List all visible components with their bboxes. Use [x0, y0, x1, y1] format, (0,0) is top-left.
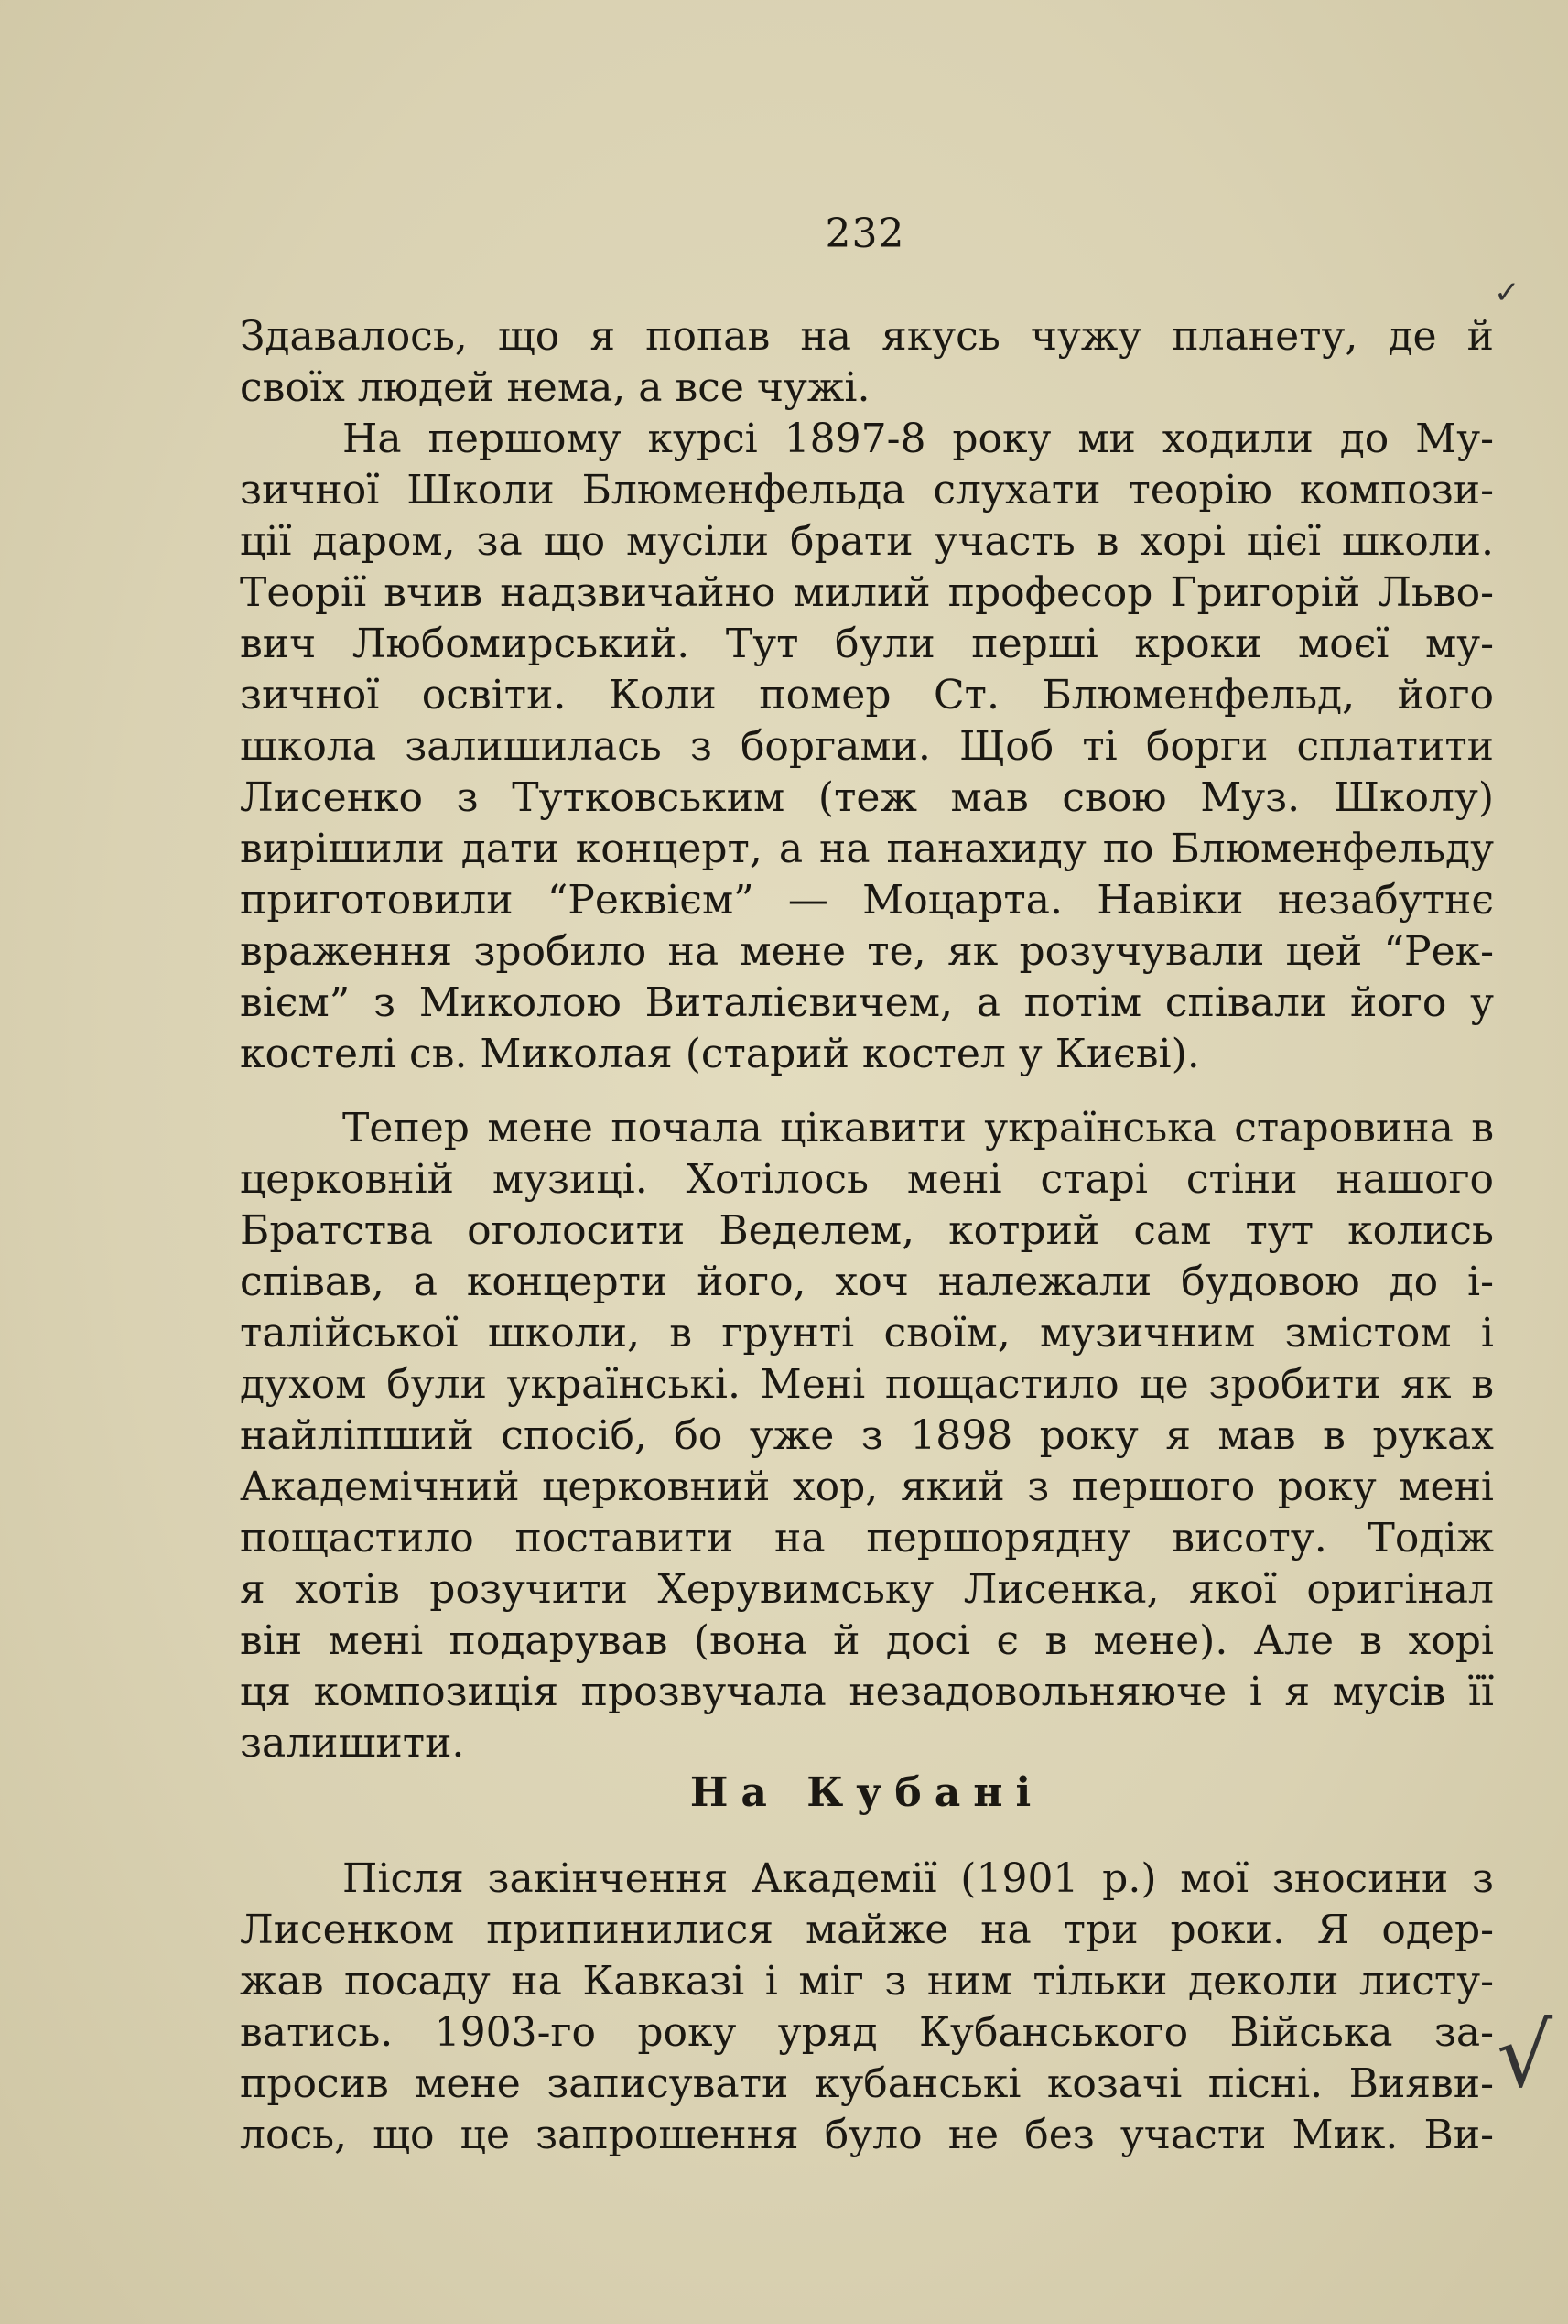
text-line: Братства оголосити Веделем, котрий сам тут колись — [240, 1207, 1494, 1254]
text-line: Здавалось, що я попав на якусь чужу планету, де й — [240, 313, 1494, 360]
text-line: приготовили “Реквієм” — Моцарта. Навіки незабутнє — [240, 877, 1494, 924]
section-heading: На Кубані — [689, 1769, 1044, 1816]
text-line: враження зробило на мене те, як розучували цей “Рек- — [240, 928, 1494, 975]
margin-check-icon: √ — [1497, 2005, 1553, 2107]
text-line: співав, а концерти його, хоч належали будовою до і- — [240, 1259, 1494, 1305]
paragraph-3 — [240, 1103, 1494, 1769]
text-line: своїх людей нема, а все чужі. — [240, 364, 871, 411]
text-line: ця композиція прозвучала незадовольняюче і я мусів її — [240, 1669, 1494, 1715]
text-line: зичної освіти. Коли помер Ст. Блюменфельд, його — [240, 672, 1494, 719]
text-line: вієм” з Миколою Виталієвичем, а потім співали його у — [240, 979, 1494, 1026]
margin-check-icon: ✓ — [1494, 275, 1520, 311]
text-line: духом були українські. Мені пощастило це зробити як в — [240, 1361, 1494, 1408]
paragraph-1 — [240, 311, 1494, 414]
text-line: жав посаду на Кавказі і міг з ним тільки деколи листу- — [240, 1958, 1494, 2005]
text-line: лось, що це запрошення було не без участи Мик. Ви- — [240, 2112, 1494, 2158]
text-line: костелі св. Миколая (старий костел у Києві). — [240, 1031, 1200, 1077]
text-line: вич Любомирський. Тут були перші кроки моєї му- — [240, 621, 1494, 667]
text-line: пощастило поставити на першорядну висоту. Тодіж — [240, 1515, 1494, 1562]
text-line: Теорії вчив надзвичайно милий професор Григорій Львo- — [240, 569, 1494, 616]
text-line: церковній музиці. Хотілось мені старі стіни нашого — [240, 1156, 1494, 1203]
text-line: На першому курсі 1897-8 року ми ходили до Му- — [342, 416, 1494, 462]
page-number: 232 — [825, 211, 905, 257]
text-line: він мені подарував (вона й досі є в мене). Але в хорі — [240, 1617, 1494, 1664]
text-line: найліпший спосіб, бо уже з 1898 року я мав в руках — [240, 1412, 1494, 1459]
paragraph-2 — [240, 414, 1494, 1080]
text-line: школа залишилась з боргами. Щоб ті борги сплатити — [240, 723, 1494, 770]
text-line: Лисенком припинилися майже на три роки. Я одер- — [240, 1907, 1494, 1953]
paragraph-4 — [240, 1854, 1494, 2161]
text-line: Лисенко з Тутковським (теж мав свою Муз. Школу) — [240, 774, 1494, 821]
text-line: Після закінчення Академії (1901 р.) мої зносини з — [342, 1855, 1494, 1902]
text-line: залишити. — [240, 1720, 465, 1767]
text-line: Академічний церковний хор, який з першого року мені — [240, 1464, 1494, 1510]
text-line: вирішили дати концерт, а на панахиду по Блюменфельду — [240, 826, 1494, 872]
text-line: талійської школи, в грунті своїм, музичним змістом і — [240, 1310, 1494, 1357]
text-line: ватись. 1903-го року уряд Кубанського Війська за- — [240, 2009, 1494, 2056]
text-line: ції даром, за що мусіли брати участь в хорі цієї школи. — [240, 518, 1494, 565]
text-line: Тепер мене почала цікавити українська старовина в — [342, 1105, 1494, 1151]
text-line: я хотів розучити Херувимську Лисенка, якої оригінал — [240, 1566, 1494, 1613]
text-line: зичної Школи Блюменфельда слухати теорію компози- — [240, 467, 1494, 513]
text-line: просив мене записувати кубанські козачі пісні. Вияви- — [240, 2060, 1494, 2107]
